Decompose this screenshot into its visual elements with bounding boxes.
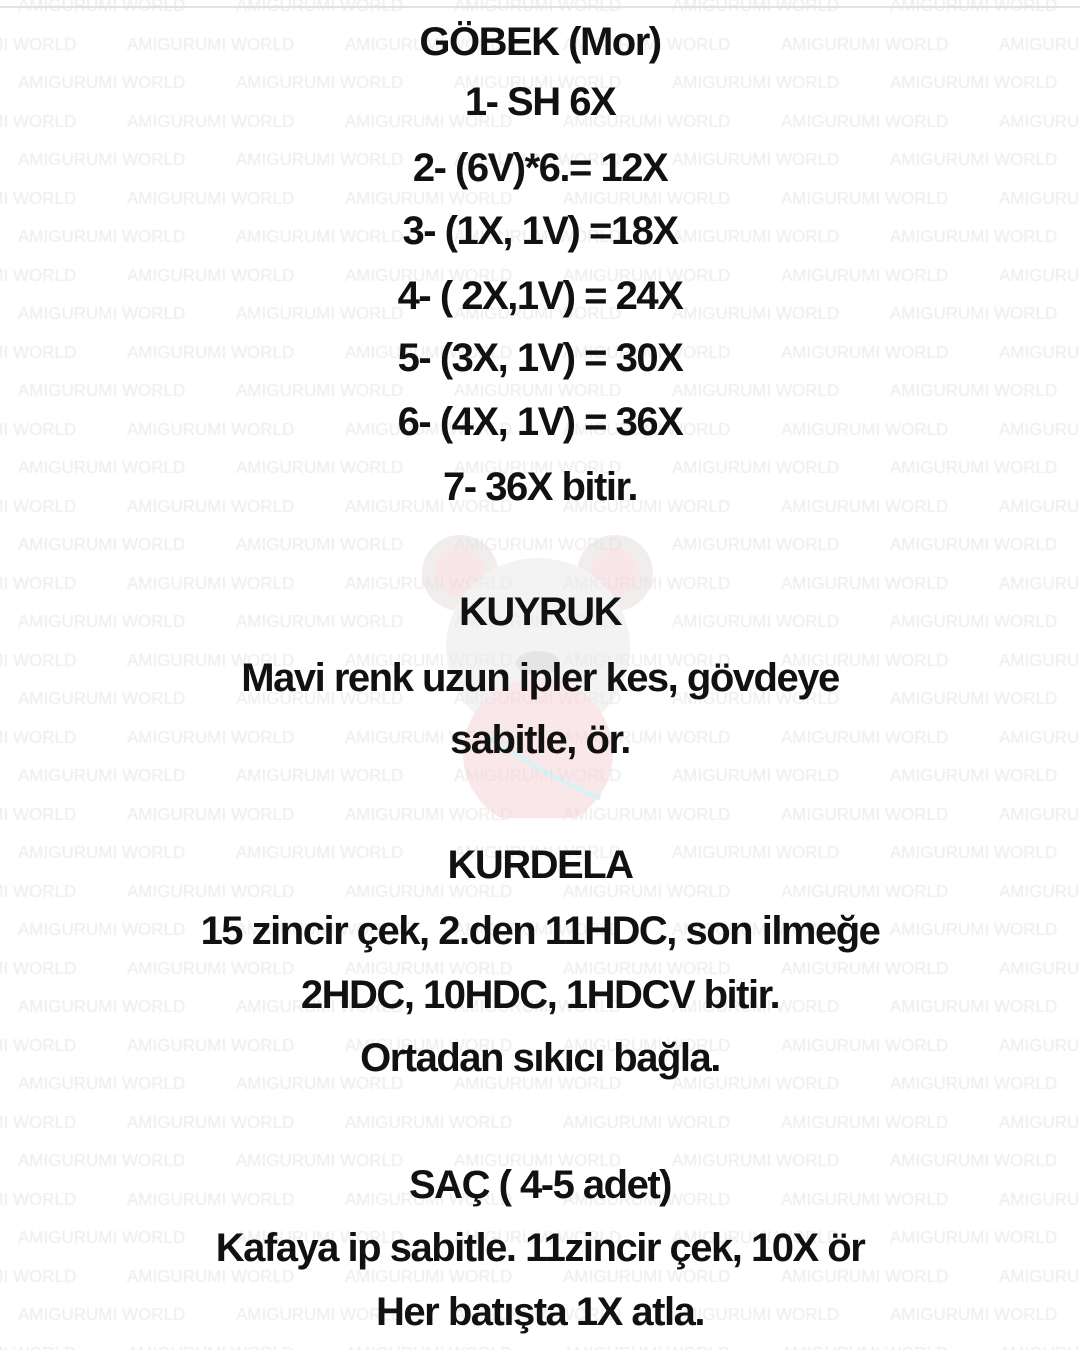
instruction-line: Her batışta 1X atla. — [376, 1290, 704, 1334]
instruction-line: 2HDC, 10HDC, 1HDCV bitir. — [300, 973, 780, 1017]
instruction-line: 7- 36X bitir. — [443, 465, 637, 509]
section-title: KUYRUK — [458, 590, 622, 634]
instruction-line: Ortadan sıkıcı bağla. — [360, 1036, 720, 1080]
instruction-line: 3- (1X, 1V) =18X — [402, 209, 678, 253]
instruction-line: 2- (6V)*6.= 12X — [412, 146, 668, 190]
section-title: KURDELA — [447, 843, 633, 887]
instruction-line: 4- ( 2X,1V) = 24X — [397, 274, 683, 318]
section-title: GÖBEK (Mor) — [419, 20, 661, 64]
instruction-line: Mavi renk uzun ipler kes, gövdeye — [241, 656, 839, 700]
instruction-line: Kafaya ip sabitle. 11zincir çek, 10X ör — [215, 1226, 865, 1270]
instruction-line: 15 zincir çek, 2.den 11HDC, son ilmeğe — [200, 909, 880, 953]
instruction-line: sabitle, ör. — [450, 718, 630, 762]
instruction-line: 6- (4X, 1V) = 36X — [397, 400, 683, 444]
section-title: SAÇ ( 4-5 adet) — [409, 1163, 671, 1207]
instruction-line: 5- (3X, 1V) = 30X — [397, 336, 683, 380]
instruction-line: 1- SH 6X — [464, 80, 616, 124]
